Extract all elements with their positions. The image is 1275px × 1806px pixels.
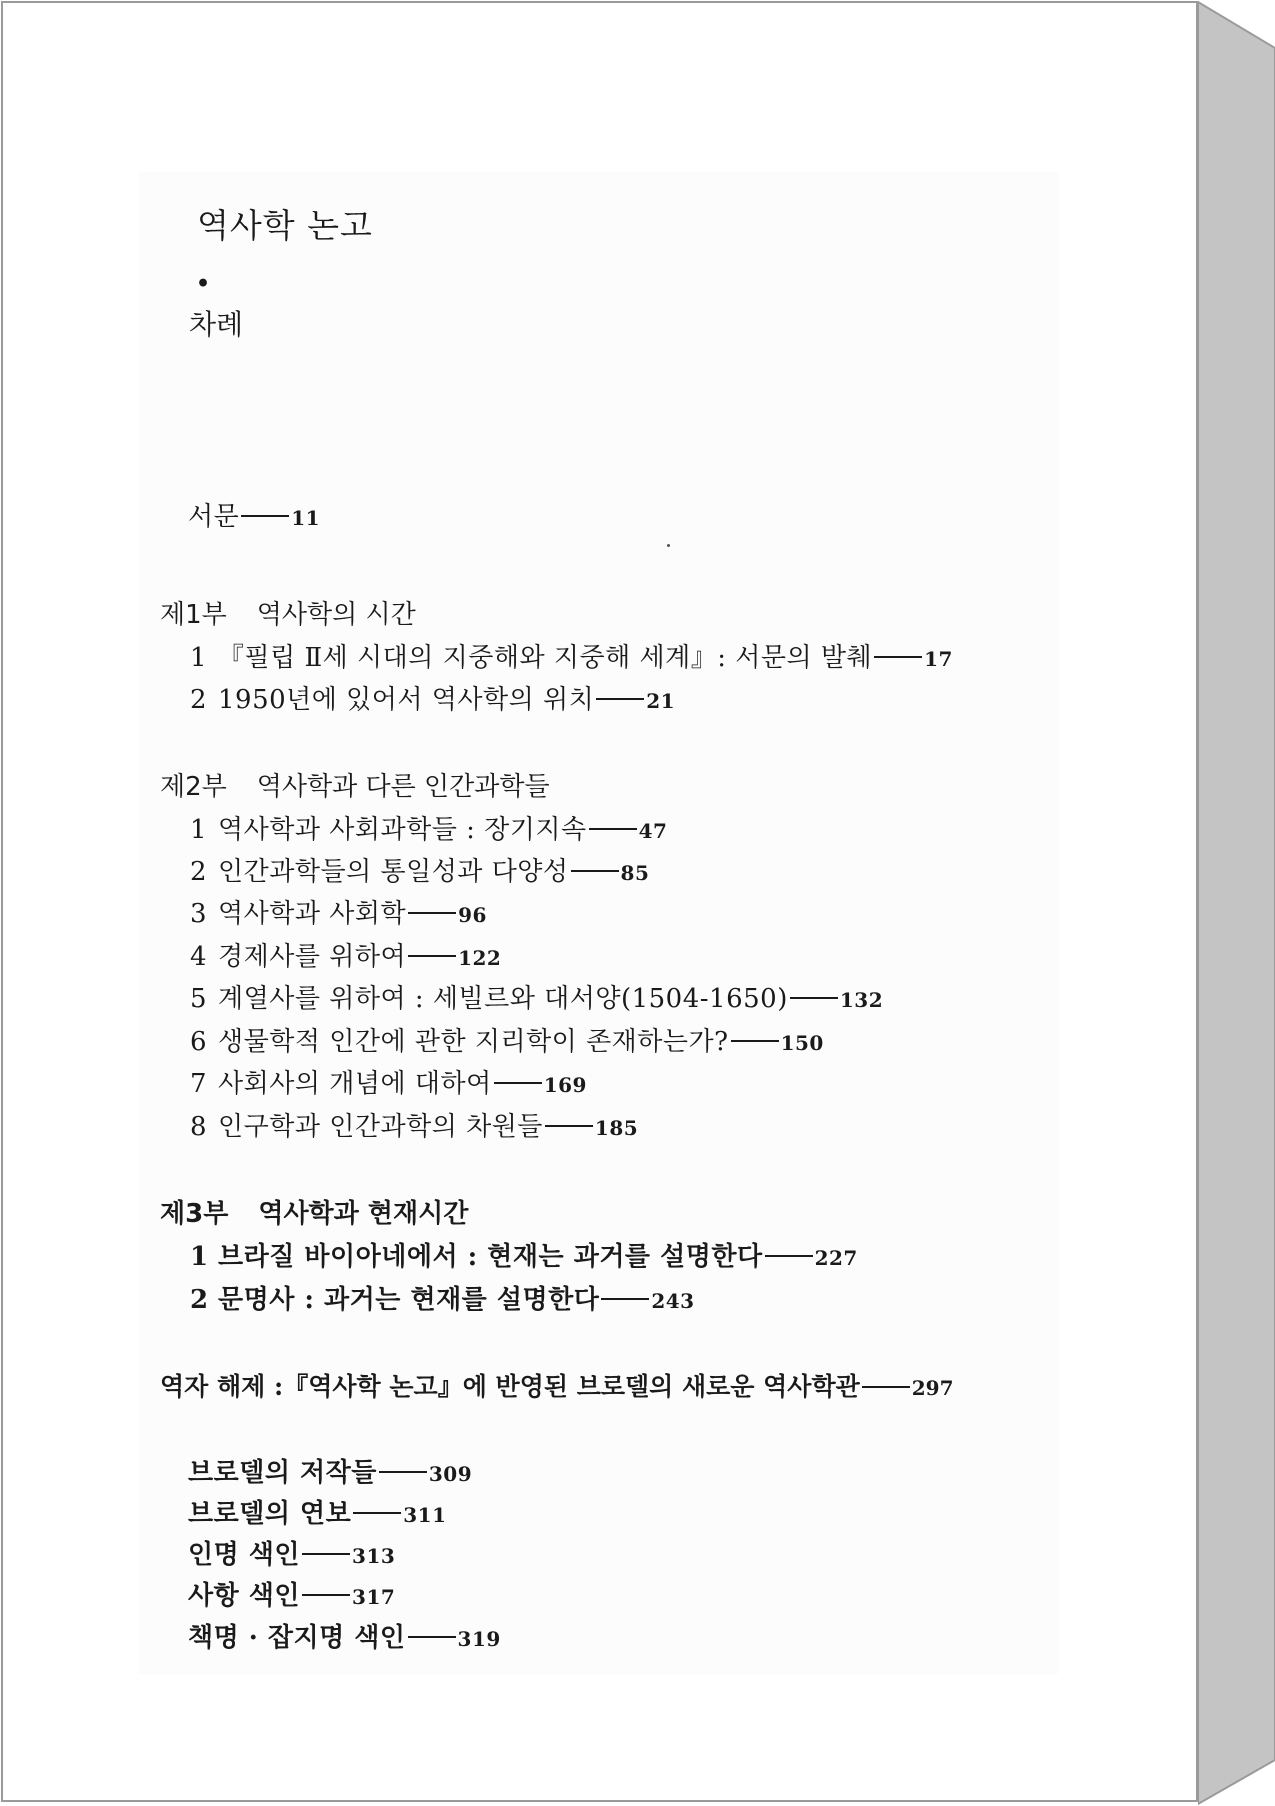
toc-entry bbox=[190, 1025, 824, 1060]
toc-entry bbox=[190, 683, 675, 718]
toc-commentary bbox=[160, 1370, 954, 1405]
toc-entry bbox=[190, 1283, 695, 1318]
toc-entry-title: 인명 색인 bbox=[188, 1540, 301, 1570]
toc-entry bbox=[190, 641, 953, 676]
part-heading-3 bbox=[160, 1197, 468, 1231]
toc-entry bbox=[190, 855, 649, 890]
leader-dash bbox=[494, 1082, 542, 1084]
toc-entry-number: 2 bbox=[190, 857, 208, 887]
toc-entry-page: 85 bbox=[620, 861, 650, 885]
contents-heading: 차례 bbox=[189, 308, 244, 341]
toc-entry-number: 3 bbox=[190, 899, 208, 929]
toc-entry-page: 169 bbox=[543, 1073, 587, 1097]
leader-dash bbox=[874, 656, 922, 658]
leader-dash bbox=[408, 1636, 456, 1638]
toc-entry-page: 317 bbox=[352, 1585, 396, 1609]
leader-dash bbox=[408, 912, 456, 914]
toc-entry-title: 생물학적 인간에 관한 지리학이 존재하는가? bbox=[218, 1027, 729, 1057]
toc-entry-page: 227 bbox=[814, 1246, 858, 1270]
toc-entry-number: 6 bbox=[190, 1027, 208, 1057]
toc-entry-page: 150 bbox=[780, 1031, 824, 1055]
scan-speck bbox=[667, 544, 670, 547]
toc-entry-page: 297 bbox=[911, 1376, 954, 1400]
leader-dash bbox=[353, 1512, 401, 1514]
toc-entry-number: 2 bbox=[190, 1285, 209, 1315]
toc-entry-page: 122 bbox=[458, 946, 502, 970]
toc-entry-number: 1 bbox=[190, 643, 208, 673]
toc-appendix-entry bbox=[188, 1456, 472, 1491]
leader-dash bbox=[596, 698, 644, 700]
leader-dash bbox=[601, 1298, 649, 1300]
toc-entry-page: 309 bbox=[428, 1462, 473, 1486]
leader-dash bbox=[408, 955, 456, 957]
toc-entry-title: 인간과학들의 통일성과 다양성 bbox=[218, 857, 569, 887]
toc-entry-page: 96 bbox=[458, 903, 487, 927]
toc-entry-page: 185 bbox=[594, 1116, 639, 1140]
toc-entry-page: 47 bbox=[638, 819, 668, 843]
part-title: 역사학의 시간 bbox=[256, 600, 416, 630]
toc-entry-title: 역사학과 사회과학들 : 장기지속 bbox=[218, 815, 587, 845]
toc-entry-page: 11 bbox=[291, 506, 321, 530]
book-title: 역사학 논고 bbox=[197, 206, 373, 245]
toc-entry-page: 21 bbox=[646, 689, 676, 713]
toc-entry bbox=[190, 1110, 638, 1145]
toc-entry-title: 경제사를 위하여 bbox=[218, 942, 407, 972]
book-side-edge bbox=[1198, 0, 1275, 1806]
toc-entry-title: 문명사 : 과거는 현재를 설명한다 bbox=[218, 1285, 600, 1315]
toc-entry-title: 인구학과 인간과학의 차원들 bbox=[218, 1112, 543, 1142]
toc-entry bbox=[190, 897, 487, 932]
toc-entry-number: 1 bbox=[190, 815, 208, 845]
toc-appendix-entry bbox=[188, 1538, 395, 1573]
leader-dash bbox=[302, 1594, 350, 1596]
toc-entry bbox=[190, 1067, 587, 1102]
part-label: 제3부 bbox=[160, 1199, 229, 1229]
toc-entry-page: 319 bbox=[457, 1627, 501, 1651]
toc-entry-number: 7 bbox=[190, 1069, 208, 1099]
toc-entry-title: 『필립 Ⅱ세 시대의 지중해와 지중해 세계』: 서문의 발췌 bbox=[218, 643, 873, 673]
toc-entry-page: 313 bbox=[352, 1544, 396, 1568]
toc-entry-number: 8 bbox=[190, 1112, 208, 1142]
toc-appendix-entry bbox=[188, 1621, 501, 1656]
leader-dash bbox=[241, 515, 289, 517]
leader-dash bbox=[731, 1040, 779, 1042]
toc-entry-title: 계열사를 위하여 : 세빌르와 대서양(1504-1650) bbox=[218, 984, 788, 1014]
toc-appendix-entry bbox=[188, 1497, 447, 1532]
part-heading-2 bbox=[160, 770, 550, 804]
toc-entry-title: 책명 · 잡지명 색인 bbox=[188, 1623, 406, 1653]
toc-entry bbox=[190, 940, 501, 975]
part-title: 역사학과 다른 인간과학들 bbox=[256, 772, 550, 802]
toc-appendix-entry bbox=[188, 1579, 395, 1614]
toc-entry-number: 4 bbox=[190, 942, 208, 972]
leader-dash bbox=[571, 870, 619, 872]
toc-entry-number: 5 bbox=[190, 984, 208, 1014]
toc-entry-page: 311 bbox=[403, 1503, 447, 1527]
toc-entry-title: 서문 bbox=[188, 502, 240, 532]
leader-dash bbox=[545, 1125, 593, 1127]
toc-entry-title: 브로델의 저작들 bbox=[188, 1458, 377, 1488]
toc-entry-title: 사회사의 개념에 대하여 bbox=[218, 1069, 492, 1099]
toc-entry bbox=[190, 982, 883, 1017]
toc-preface bbox=[188, 500, 320, 535]
title-bullet: • bbox=[196, 271, 211, 297]
leader-dash bbox=[862, 1386, 910, 1388]
part-title: 역사학과 현재시간 bbox=[258, 1199, 469, 1229]
toc-entry-number: 1 bbox=[190, 1242, 209, 1272]
part-heading-1 bbox=[160, 598, 416, 632]
toc-entry-number: 2 bbox=[190, 685, 208, 715]
toc-entry-title: 사항 색인 bbox=[188, 1581, 301, 1611]
leader-dash bbox=[790, 997, 838, 999]
toc-entry-page: 17 bbox=[924, 647, 953, 671]
toc-entry-page: 243 bbox=[651, 1289, 695, 1313]
leader-dash bbox=[765, 1255, 813, 1257]
toc-entry-page: 132 bbox=[839, 988, 884, 1012]
toc-entry bbox=[190, 1240, 858, 1275]
part-label: 제2부 bbox=[160, 772, 227, 802]
toc-entry-title: 역사학과 사회학 bbox=[218, 899, 407, 929]
toc-entry-title: 브로델의 연보 bbox=[188, 1499, 352, 1529]
toc-entry-title: 1950년에 있어서 역사학의 위치 bbox=[218, 685, 595, 715]
part-label: 제1부 bbox=[160, 600, 227, 630]
leader-dash bbox=[589, 828, 637, 830]
leader-dash bbox=[379, 1471, 427, 1473]
leader-dash bbox=[302, 1553, 350, 1555]
toc-entry bbox=[190, 813, 667, 848]
toc-entry-title: 브라질 바이아네에서 : 현재는 과거를 설명한다 bbox=[218, 1242, 763, 1272]
toc-entry-title: 역자 해제 :『역사학 논고』에 반영된 브로델의 새로운 역사학관 bbox=[160, 1372, 860, 1401]
